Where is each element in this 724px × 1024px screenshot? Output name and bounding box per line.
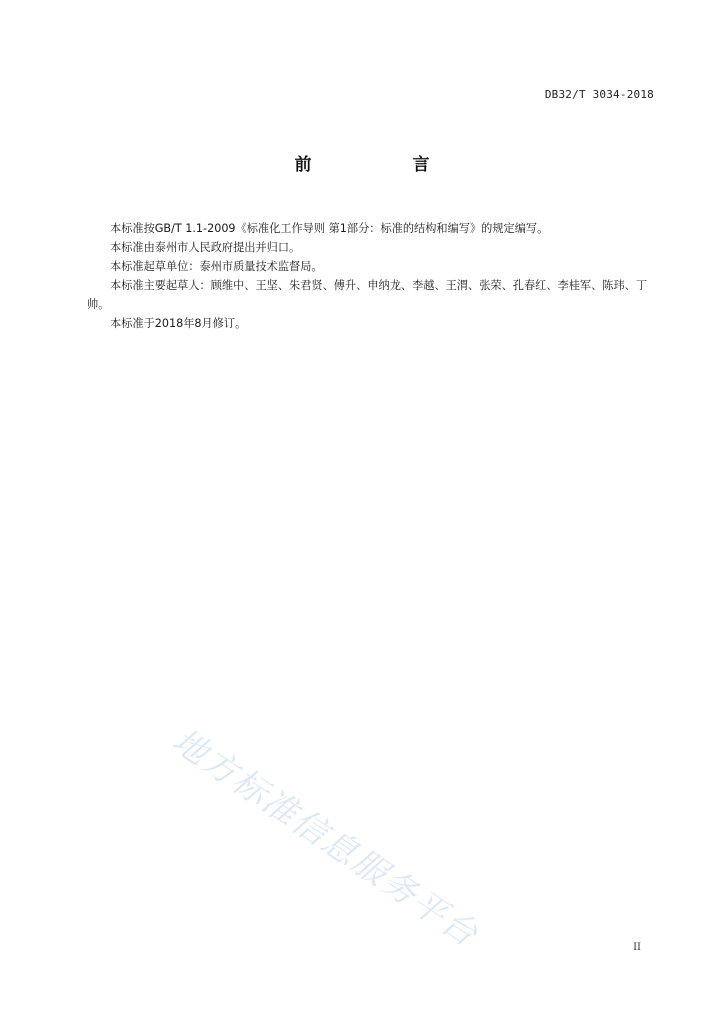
paragraph-proposer: 本标准由泰州市人民政府提出并归口。 — [110, 241, 301, 254]
page-title: 前 言 — [294, 155, 472, 175]
page-number: II — [633, 942, 641, 953]
paragraph-drafting-unit: 本标准起草单位：泰州市质量技术监督局。 — [110, 260, 323, 273]
watermark: 地方标准信息服务平台 — [164, 720, 486, 956]
standard-code: DB32/T 3034-2018 — [544, 88, 654, 101]
paragraph-drafting-rules: 本标准按GB/T 1.1-2009《标准化工作导则 第1部分：标准的结构和编写》的规定编写。 — [110, 222, 549, 235]
foreword-body — [87, 219, 661, 333]
paragraph-main-drafters: 本标准主要起草人：顾维中、王坚、朱君贤、傅升、申纳龙、李越、王渭、张荣、孔春红、李桂军、陈玮、丁帅。 — [87, 279, 648, 311]
paragraph-revision-date: 本标准于2018年8月修订。 — [110, 317, 247, 330]
